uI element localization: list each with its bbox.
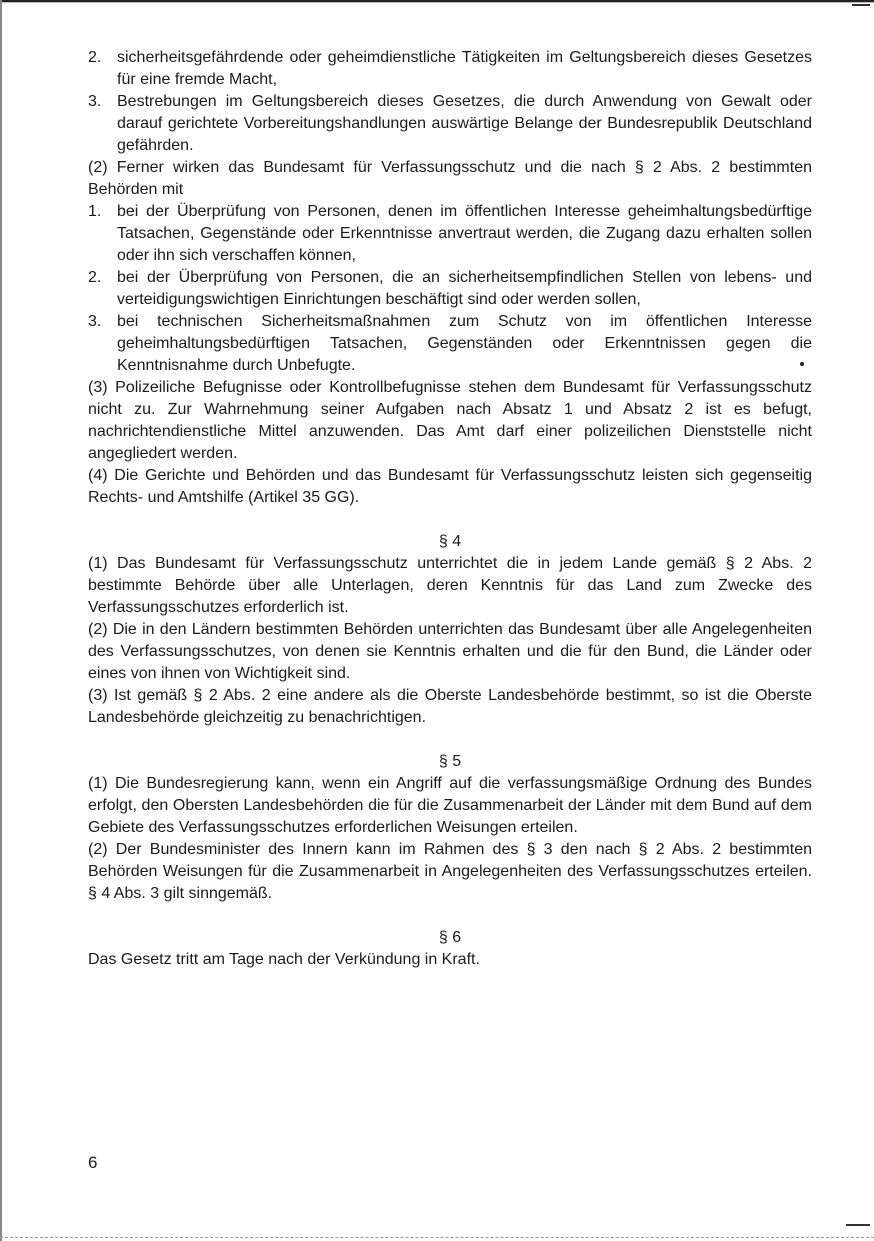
- section-heading-6: § 6: [438, 929, 462, 946]
- section-6-paragraph: Das Gesetz tritt am Tage nach der Verkündung in Kraft.: [88, 951, 480, 968]
- list-item: [88, 91, 812, 157]
- scan-top-shadow: [0, 2, 874, 3]
- paragraph-4: (4) Die Gerichte und Behörden und das Bundesamt für Verfassungsschutz leisten sich gegenseitig Rechts- und Amtshilfe (Artikel 35 GG).: [88, 467, 812, 506]
- scan-corner-mark: [852, 4, 870, 6]
- list-text: bei der Überprüfung von Personen, denen im öffentlichen Interesse geheimhaltungsbedürftige Tatsachen, Gegenstände oder Erkenntnisse anvertraut werden, die Zugang dazu erhalten sollen oder ihn sich verschaffen können,: [117, 203, 812, 264]
- list-text: bei der Überprüfung von Personen, die an sicherheitsempfindlichen Stellen von lebens- und verteidigungswichtigen Einrichtungen beschäftigt sind oder werden sollen,: [117, 269, 812, 308]
- scan-left-edge: [0, 0, 2, 1241]
- paragraph-3: (3) Polizeiliche Befugnisse oder Kontrollbefugnisse stehen dem Bundesamt für Verfassungsschutz nicht zu. Zur Wahrnehmung seiner Aufgaben nach Absatz 1 und Absatz 2 ist es befugt, nachrichtendienstliche Mittel anzuwenden. Das Amt darf einer polizeilichen Dienststelle nicht angegliedert werden.: [88, 379, 812, 462]
- section-heading-5: § 5: [438, 753, 462, 770]
- section-5-paragraph: (2) Der Bundesminister des Innern kann im Rahmen des § 3 den nach § 2 Abs. 2 bestimmten Behörden Weisungen für die Zusammenarbeit in Angelegenheiten des Verfassungsschutzes erteilen. § 4 Abs. 3 gilt sinngemäß.: [88, 841, 812, 902]
- section-heading-4: § 4: [438, 533, 462, 550]
- list-item: [88, 267, 812, 311]
- scan-bottom-edge: [0, 1237, 874, 1239]
- list-number: 2.: [88, 269, 102, 286]
- section-5-paragraph: (1) Die Bundesregierung kann, wenn ein Angriff auf die verfassungsmäßige Ordnung des Bundes erfolgt, den Obersten Landesbehörden die für die Zusammenarbeit der Länder mit dem Bund auf dem Gebiete des Verfassungsschutzes erforderlichen Weisungen erteilen.: [88, 775, 812, 836]
- section-4-paragraph: (3) Ist gemäß § 2 Abs. 2 eine andere als die Oberste Landesbehörde bestimmt, so ist die Oberste Landesbehörde gleichzeitig zu benachrichtigen.: [88, 687, 812, 726]
- list-number: 3.: [88, 93, 102, 110]
- document-body: [88, 47, 812, 971]
- margin-mark: [800, 362, 804, 366]
- list-item: [88, 47, 812, 91]
- list-number: 3.: [88, 313, 102, 330]
- list-number: 1.: [88, 203, 102, 220]
- list-text: bei technischen Sicherheitsmaßnahmen zum Schutz von im öffentlichen Interesse geheimhaltungsbedürftigen Tatsachen, Gegenständen oder Erkenntnissen gegen die Kenntnisnahme durch Unbefugte.: [117, 313, 812, 374]
- list-number: 2.: [88, 49, 102, 66]
- paragraph-2: (2) Ferner wirken das Bundesamt für Verfassungsschutz und die nach § 2 Abs. 2 bestimmten Behörden mit: [88, 159, 812, 198]
- section-4-paragraph: (2) Die in den Ländern bestimmten Behörden unterrichten das Bundesamt über alle Angelegenheiten des Verfassungsschutzes, von denen sie Kenntnis erhalten und die für den Bund, die Länder oder eines von ihnen von Wichtigkeit sind.: [88, 621, 812, 682]
- section-4-paragraph: (1) Das Bundesamt für Verfassungsschutz unterrichtet die in jedem Lande gemäß § 2 Abs. 2 bestimmte Behörde über alle Unterlagen, deren Kenntnis für das Land zum Zwecke des Verfassungsschutzes erforderlich ist.: [88, 555, 812, 616]
- list-text: Bestrebungen im Geltungsbereich dieses Gesetzes, die durch Anwendung von Gewalt oder darauf gerichtete Vorbereitungshandlungen auswärtige Belange der Bundesrepublik Deutschland gefährden.: [117, 93, 812, 154]
- list-item: [88, 201, 812, 267]
- scan-corner-mark-bottom: [846, 1224, 870, 1226]
- page-number: 6: [88, 1153, 98, 1172]
- list-text: sicherheitsgefährdende oder geheimdienstliche Tätigkeiten im Geltungsbereich dieses Gesetzes für eine fremde Macht,: [117, 49, 812, 88]
- list-item: [88, 311, 812, 377]
